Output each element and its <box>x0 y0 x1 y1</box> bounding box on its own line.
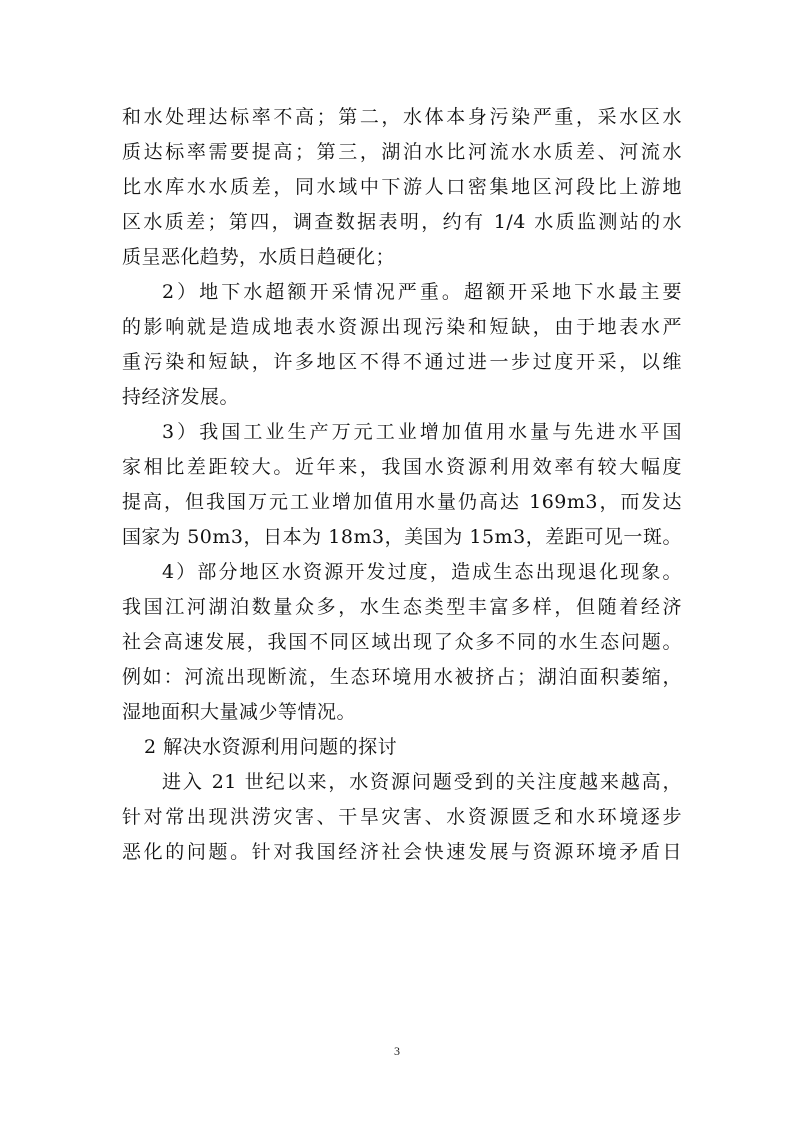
text-line: 4）部分地区水资源开发过度，造成生态出现退化现象。 <box>162 561 682 583</box>
text-line: 提高，但我国万元工业增加值用水量仍高达 169m3，而发达 <box>122 491 682 513</box>
paragraph-section-body <box>122 765 682 870</box>
text-line: 区水质差；第四，调查数据表明，约有 1/4 水质监测站的水 <box>122 211 682 233</box>
section-title: 2 解决水资源利用问题的探讨 <box>144 736 398 758</box>
text-line: 3）我国工业生产万元工业增加值用水量与先进水平国 <box>162 421 682 443</box>
text-line: 和水处理达标率不高；第二，水体本身污染严重，采水区水 <box>122 106 682 128</box>
section-heading <box>122 730 682 765</box>
text-line: 我国江河湖泊数量众多，水生态类型丰富多样，但随着经济 <box>122 596 682 618</box>
text-line: 湿地面积大量减少等情况。 <box>122 701 357 723</box>
paragraph-point-4 <box>122 555 682 730</box>
text-line: 比水库水水质差，同水域中下游人口密集地区河段比上游地 <box>122 176 682 198</box>
page-number: 3 <box>394 1044 400 1058</box>
text-line: 2）地下水超额开采情况严重。超额开采地下水最主要 <box>162 281 682 303</box>
text-line: 国家为 50m3，日本为 18m3，美国为 15m3，差距可见一斑。 <box>122 526 682 548</box>
paragraph-point-2 <box>122 275 682 415</box>
text-line: 的影响就是造成地表水资源出现污染和短缺，由于地表水严 <box>122 316 682 338</box>
text-line: 社会高速发展，我国不同区域出现了众多不同的水生态问题。 <box>122 631 682 653</box>
text-line: 例如：河流出现断流，生态环境用水被挤占；湖泊面积萎缩， <box>122 666 682 688</box>
text-line: 质呈恶化趋势，水质日趋硬化； <box>122 246 396 268</box>
text-line: 针对常出现洪涝灾害、干旱灾害、水资源匮乏和水环境逐步 <box>122 806 682 828</box>
paragraph-point-3 <box>122 415 682 555</box>
text-line: 进入 21 世纪以来，水资源问题受到的关注度越来越高， <box>162 771 682 793</box>
paragraph-continuation <box>122 100 682 275</box>
body-text <box>122 100 682 870</box>
text-line: 重污染和短缺，许多地区不得不通过进一步过度开采，以维 <box>122 351 682 373</box>
text-line: 家相比差距较大。近年来，我国水资源利用效率有较大幅度 <box>122 456 682 478</box>
text-line: 持经济发展。 <box>122 386 240 408</box>
text-line: 恶化的问题。针对我国经济社会快速发展与资源环境矛盾日 <box>122 841 682 863</box>
text-line: 质达标率需要提高；第三，湖泊水比河流水水质差、河流水 <box>122 141 682 163</box>
